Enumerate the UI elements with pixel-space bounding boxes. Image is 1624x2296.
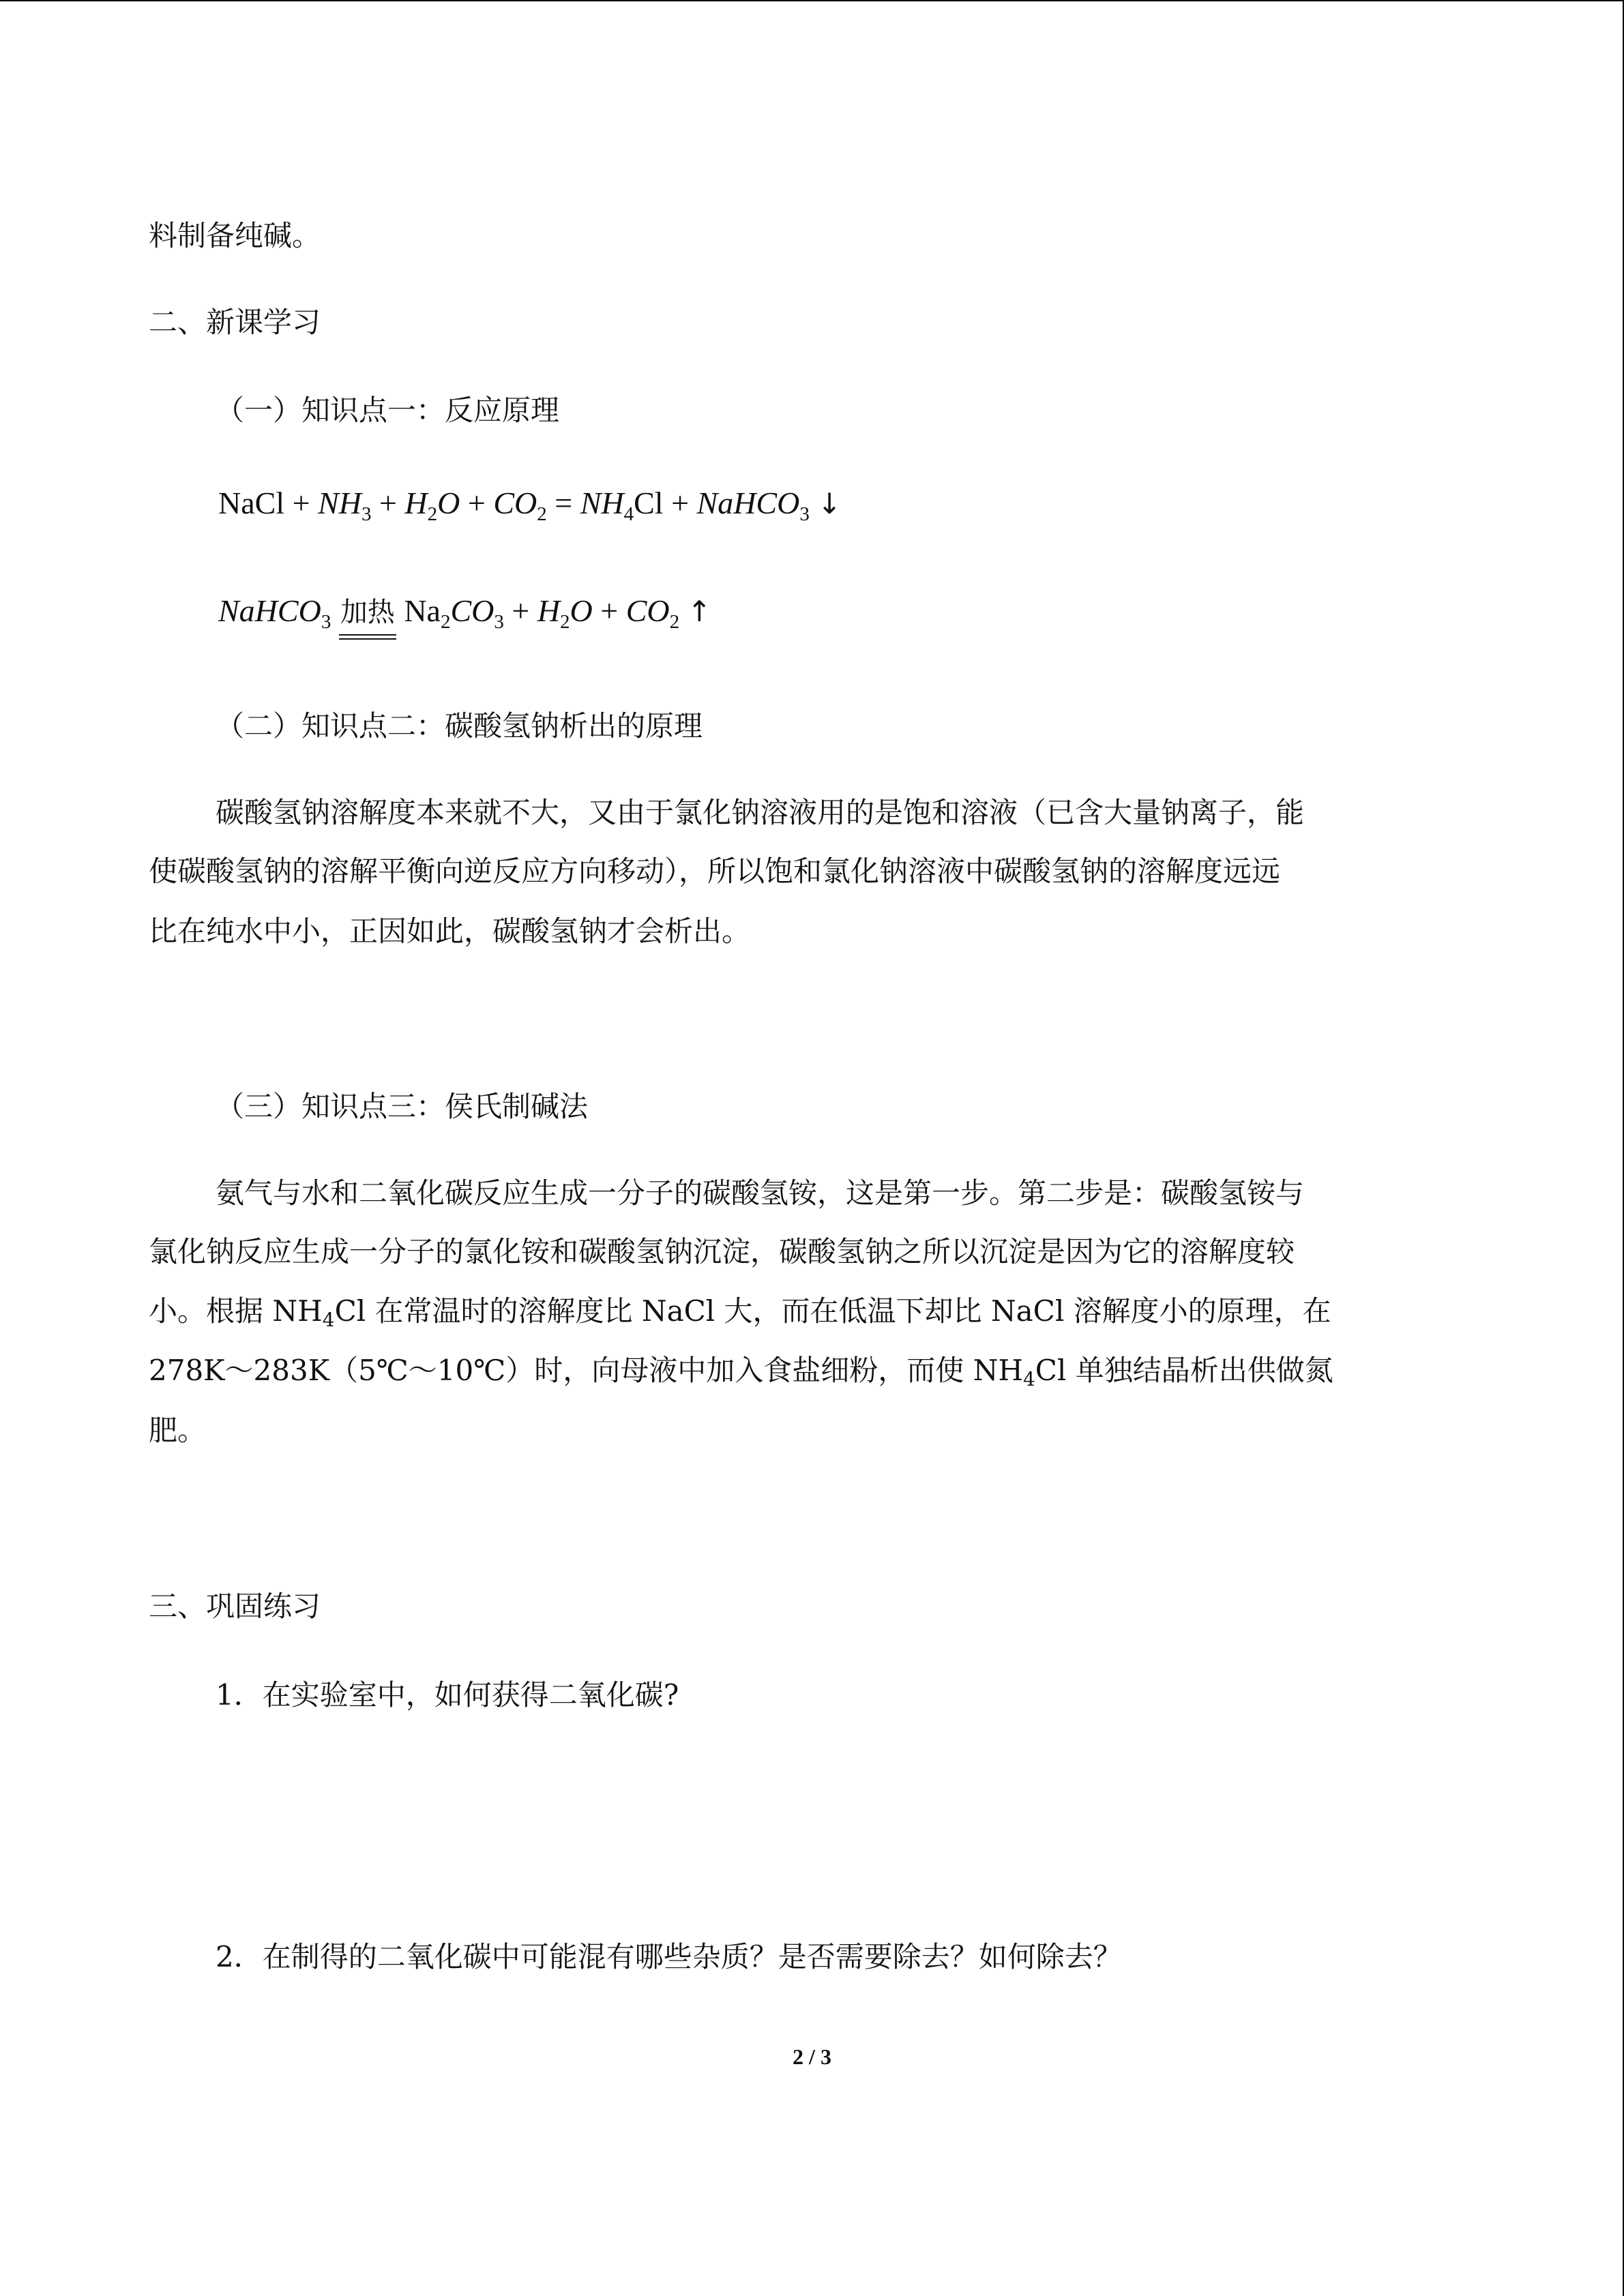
top-border	[0, 0, 1624, 1]
page-number: 2 / 3	[793, 2044, 831, 2069]
eq1-plus-1: +	[292, 486, 310, 520]
eq1-cl: Cl	[634, 486, 664, 520]
knowledge-point-3-title: （三）知识点三：侯氏制碱法	[216, 1090, 589, 1123]
eq1-plus-3: +	[467, 486, 486, 520]
equation-2	[218, 591, 711, 633]
knowledge-point-2-title: （二）知识点二：碳酸氢钠析出的原理	[216, 709, 703, 743]
kp2-paragraph-line-3: 比在纯水中小，正因如此，碳酸氢钠才会析出。	[149, 914, 751, 948]
eq1-nh4: NH	[580, 486, 624, 520]
eq1-nahco3-sub: 3	[799, 503, 810, 525]
eq2-co2-sub: 2	[669, 611, 680, 633]
kp3-paragraph-line-5: 肥。	[149, 1414, 207, 1447]
eq2-plus-1: +	[512, 593, 530, 628]
section-3-heading: 三、巩固练习	[149, 1590, 321, 1623]
equation-1	[218, 483, 842, 524]
eq1-nh3: NH	[318, 486, 361, 520]
knowledge-point-1-title: （一）知识点一：反应原理	[216, 393, 560, 427]
eq1-co2-sub: 2	[537, 503, 547, 525]
exercise-question-2: 2．在制得的二氧化碳中可能混有哪些杂质？是否需要除去？如何除去？	[216, 1940, 1122, 1973]
eq2-co2: CO	[625, 593, 670, 628]
eq1-nacl: NaCl	[218, 486, 285, 520]
eq2-heating-condition: 加热	[339, 592, 396, 633]
eq1-nahco3: NaHCO	[696, 486, 800, 520]
section-2-heading: 二、新课学习	[149, 305, 321, 339]
eq2-nahco3-sub: 3	[321, 611, 331, 633]
eq1-o: O	[437, 486, 460, 520]
eq1-h-sub: 2	[427, 503, 438, 525]
exercise-question-1: 1．在实验室中，如何获得二氧化碳?	[216, 1678, 679, 1712]
kp3-paragraph-line-4: 278K～283K（5℃～10℃）时，向母液中加入食盐细粉，而使 $NH_4Cl$ 单独结晶析出供做氮	[149, 1354, 1333, 1390]
eq2-na: Na	[404, 593, 441, 628]
eq2-h-sub: 2	[560, 611, 570, 633]
eq1-nh3-sub: 3	[361, 503, 372, 525]
intro-tail-text: 料制备纯碱。	[149, 219, 321, 252]
kp2-paragraph-line-1: 碳酸氢钠溶解度本来就不大，又由于氯化钠溶液用的是饱和溶液（已含大量钠离子，能	[216, 796, 1305, 829]
eq1-plus-4: +	[671, 486, 690, 520]
kp3-paragraph-line-1: 氨气与水和二氧化碳反应生成一分子的碳酸氢铵，这是第一步。第二步是：碳酸氢铵与	[216, 1176, 1305, 1210]
precipitate-arrow-icon: ↓	[817, 487, 842, 520]
eq2-co3: CO	[450, 593, 494, 628]
eq1-equals: =	[555, 486, 573, 520]
eq2-h: H	[537, 593, 561, 628]
eq1-h: H	[404, 486, 428, 520]
kp2-paragraph-line-2: 使碳酸氢钠的溶解平衡向逆反应方向移动），所以饱和氯化钠溶液中碳酸氢钠的溶解度远远	[149, 854, 1281, 888]
kp3-paragraph-line-2: 氯化钠反应生成一分子的氯化铵和碳酸氢钠沉淀，碳酸氢钠之所以沉淀是因为它的溶解度较	[149, 1235, 1295, 1268]
eq1-co2: CO	[493, 486, 537, 520]
eq2-co3-sub: 3	[494, 611, 504, 633]
eq2-na-sub: 2	[440, 611, 451, 633]
eq2-plus-2: +	[600, 593, 619, 628]
eq1-plus-2: +	[379, 486, 397, 520]
eq2-o: O	[570, 593, 593, 628]
eq2-nahco3: NaHCO	[218, 593, 321, 628]
gas-arrow-icon: ↑	[687, 595, 711, 628]
eq1-nh4-sub: 4	[623, 503, 634, 525]
kp3-paragraph-line-3: 小。根据 $NH_4Cl$ 在常温时的溶解度比 NaCl 大，而在低温下却比 NaCl 溶解度小的原理，在	[149, 1294, 1331, 1331]
